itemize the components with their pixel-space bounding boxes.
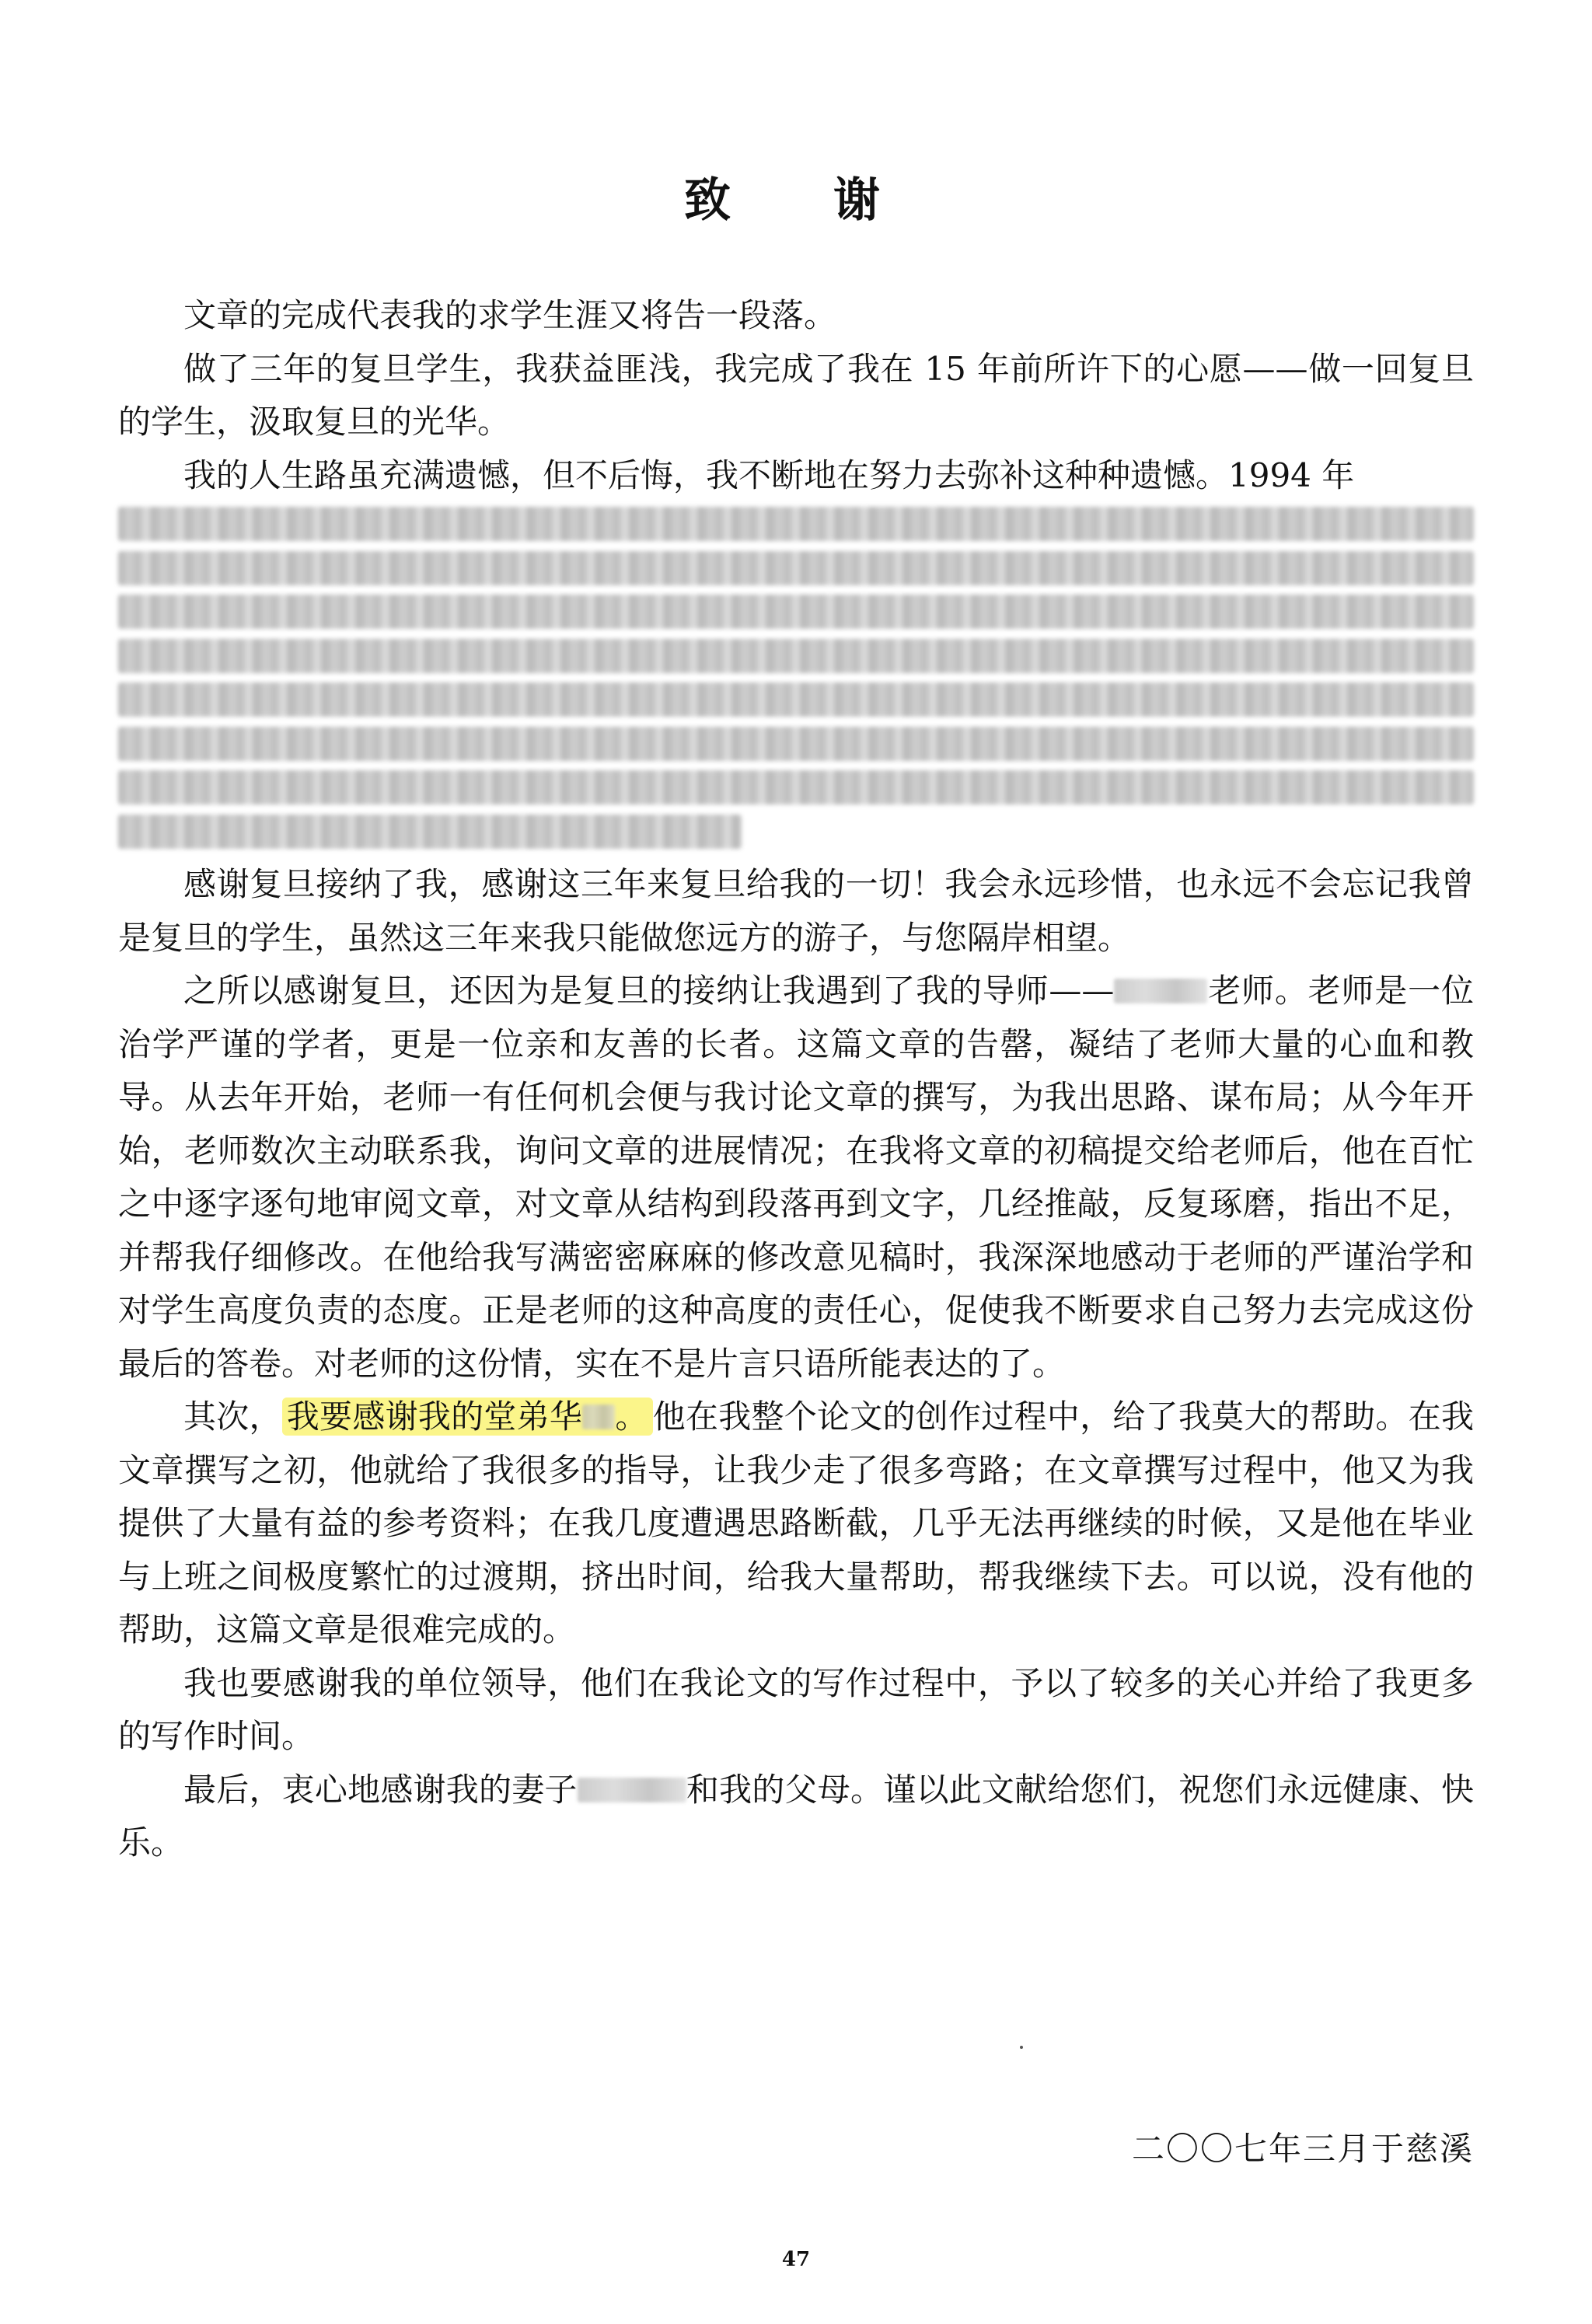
family-text-before: 最后，衷心地感谢我的妻子 <box>183 1770 578 1809</box>
advisor-text-after: 老师。老师是一位治学严谨的学者，更是一位亲和友善的长者。这篇文章的告罄，凝结了老师大量的心血和教导。从去年开始，老师一有任何机会便与我讨论文章的撰写，为我出思路、谋布局；从今年开始，老师数次主动联系我，询问文章的进展情况；在我将文章的初稿提交给老师后，他在百忙之中逐字逐句地审阅文章，对文章从结构到段落再到文字，几经推敲，反复琢磨，指出不足，并帮我仔细修改。在他给我写满密密麻麻的修改意见稿时，我深深地感动于老师的严谨治学和对学生高度负责的态度。正是老师的这种高度的责任心，促使我不断要求自己努力去完成这份最后的答卷。对老师的这份情，实在不是片言只语所能表达的了。 <box>118 972 1474 1383</box>
paragraph-thanks-family <box>118 1764 1474 1870</box>
highlighted-phrase-end: 。 <box>615 1398 648 1436</box>
acknowledgement-body <box>118 289 1474 1870</box>
paragraph-thanks-cousin <box>118 1391 1474 1657</box>
redacted-wife-name <box>578 1778 686 1802</box>
highlighted-text <box>282 1398 653 1436</box>
highlighted-phrase: 我要感谢我的堂弟华 <box>286 1398 583 1436</box>
page-number: 47 <box>781 2248 811 2271</box>
paragraph-opening: 文章的完成代表我的求学生涯又将告一段落。 <box>183 296 837 334</box>
paragraph-thanks-leaders: 我也要感谢我的单位领导，他们在我论文的写作过程中，予以了较多的关心并给了我更多的写作时间。 <box>118 1663 1474 1755</box>
signature-date-place: 二〇〇七年三月于慈溪 <box>1131 2130 1474 2168</box>
advisor-text-before: 之所以感谢复旦，还因为是复旦的接纳让我遇到了我的导师—— <box>183 972 1115 1010</box>
page-title: 致 谢 <box>684 173 908 228</box>
scan-speck <box>1020 2046 1023 2049</box>
redacted-cousin-name <box>582 1405 615 1429</box>
blurred-redacted-text <box>118 507 1474 849</box>
paragraph-fudan-wish: 做了三年的复旦学生，我获益匪浅，我完成了我在 15 年前所许下的心愿——做一回复旦的学生，汲取复旦的光华。 <box>118 349 1474 441</box>
family-text-after: 和我的父母。谨以此文献给您们，祝您们永远健康、快乐。 <box>118 1770 1474 1862</box>
paragraph-thanks-fudan: 感谢复旦接纳了我，感谢这三年来复旦给我的一切！我会永远珍惜，也永远不会忘记我曾是复旦的学生，虽然这三年来我只能做您远方的游子，与您隔岸相望。 <box>118 865 1474 957</box>
paragraph-life-regrets: 我的人生路虽充满遗憾，但不后悔，我不断地在努力去弥补这种种遗憾。1994 年 <box>183 455 1355 494</box>
cousin-text-before: 其次， <box>183 1398 282 1436</box>
redacted-advisor-name <box>1114 979 1207 1003</box>
cousin-text-after: 他在我整个论文的创作过程中，给了我莫大的帮助。在我文章撰写之初，他就给了我很多的指导，让我少走了很多弯路；在文章撰写过程中，他又为我提供了大量有益的参考资料；在我几度遭遇思路断截，几乎无法再继续的时候，又是他在毕业与上班之间极度繁忙的过渡期，挤出时间，给我大量帮助，帮我继续下去。可以说，没有他的帮助，这篇文章是很难完成的。 <box>118 1398 1474 1649</box>
paragraph-thanks-advisor <box>118 965 1474 1391</box>
